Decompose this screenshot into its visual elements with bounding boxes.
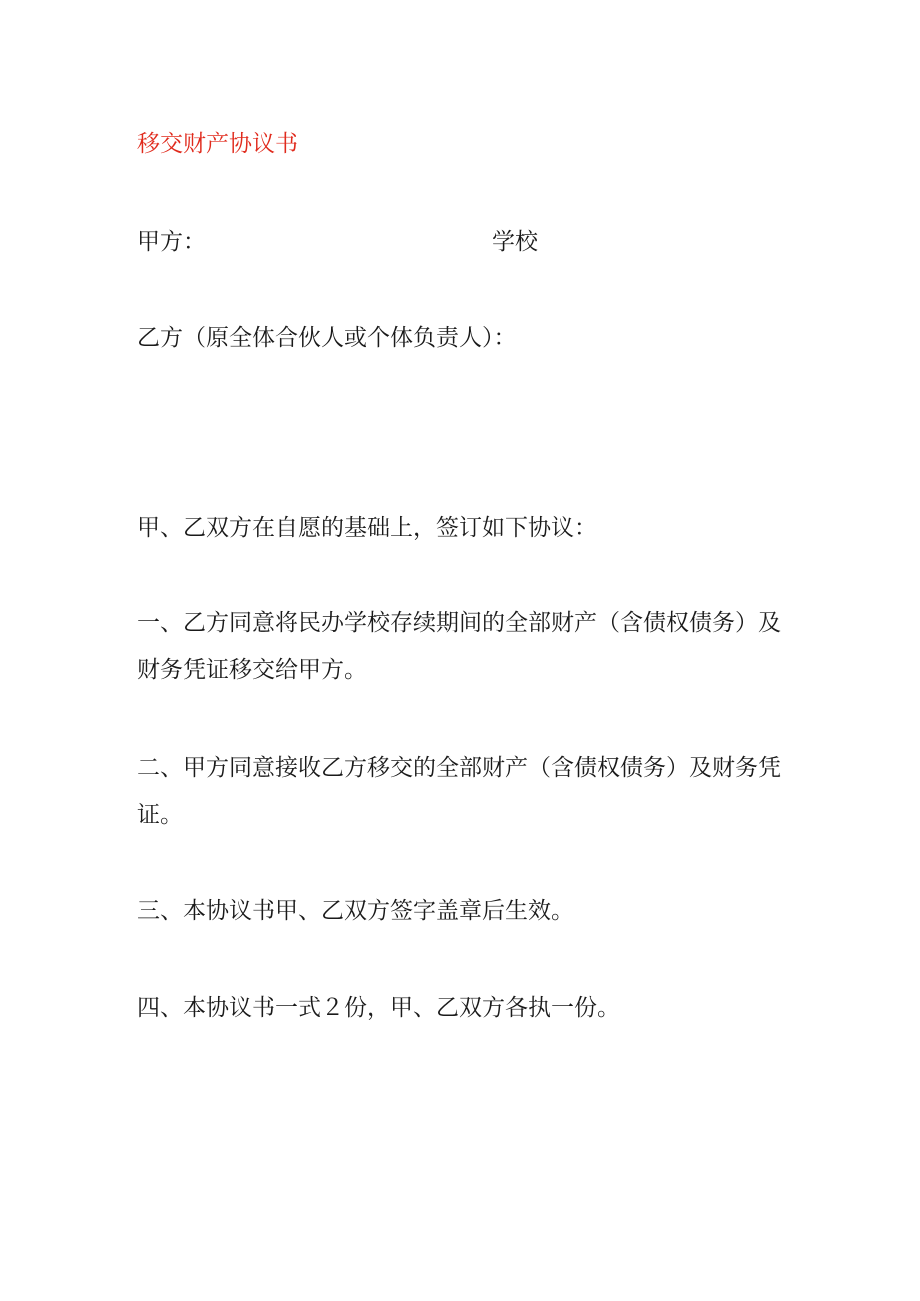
party-a-school-suffix: 学校: [492, 229, 538, 255]
document-title: 移交财产协议书: [137, 131, 298, 157]
clause-1: 一、乙方同意将民办学校存续期间的全部财产（含债权债务）及财务凭证移交给甲方。: [137, 610, 781, 683]
party-b-label: 乙方（原全体合伙人或个体负责人）：: [137, 325, 517, 351]
party-a-label: 甲方：: [137, 229, 206, 255]
clause-2: 二、甲方同意接收乙方移交的全部财产（含债权债务）及财务凭证。: [137, 755, 781, 828]
clause-3: 三、本协议书甲、乙双方签字盖章后生效。: [137, 898, 574, 924]
agreement-intro: 甲、乙双方在自愿的基础上，签订如下协议：: [137, 515, 597, 541]
clause-4: 四、本协议书一式２份，甲、乙双方各执一份。: [137, 995, 620, 1021]
